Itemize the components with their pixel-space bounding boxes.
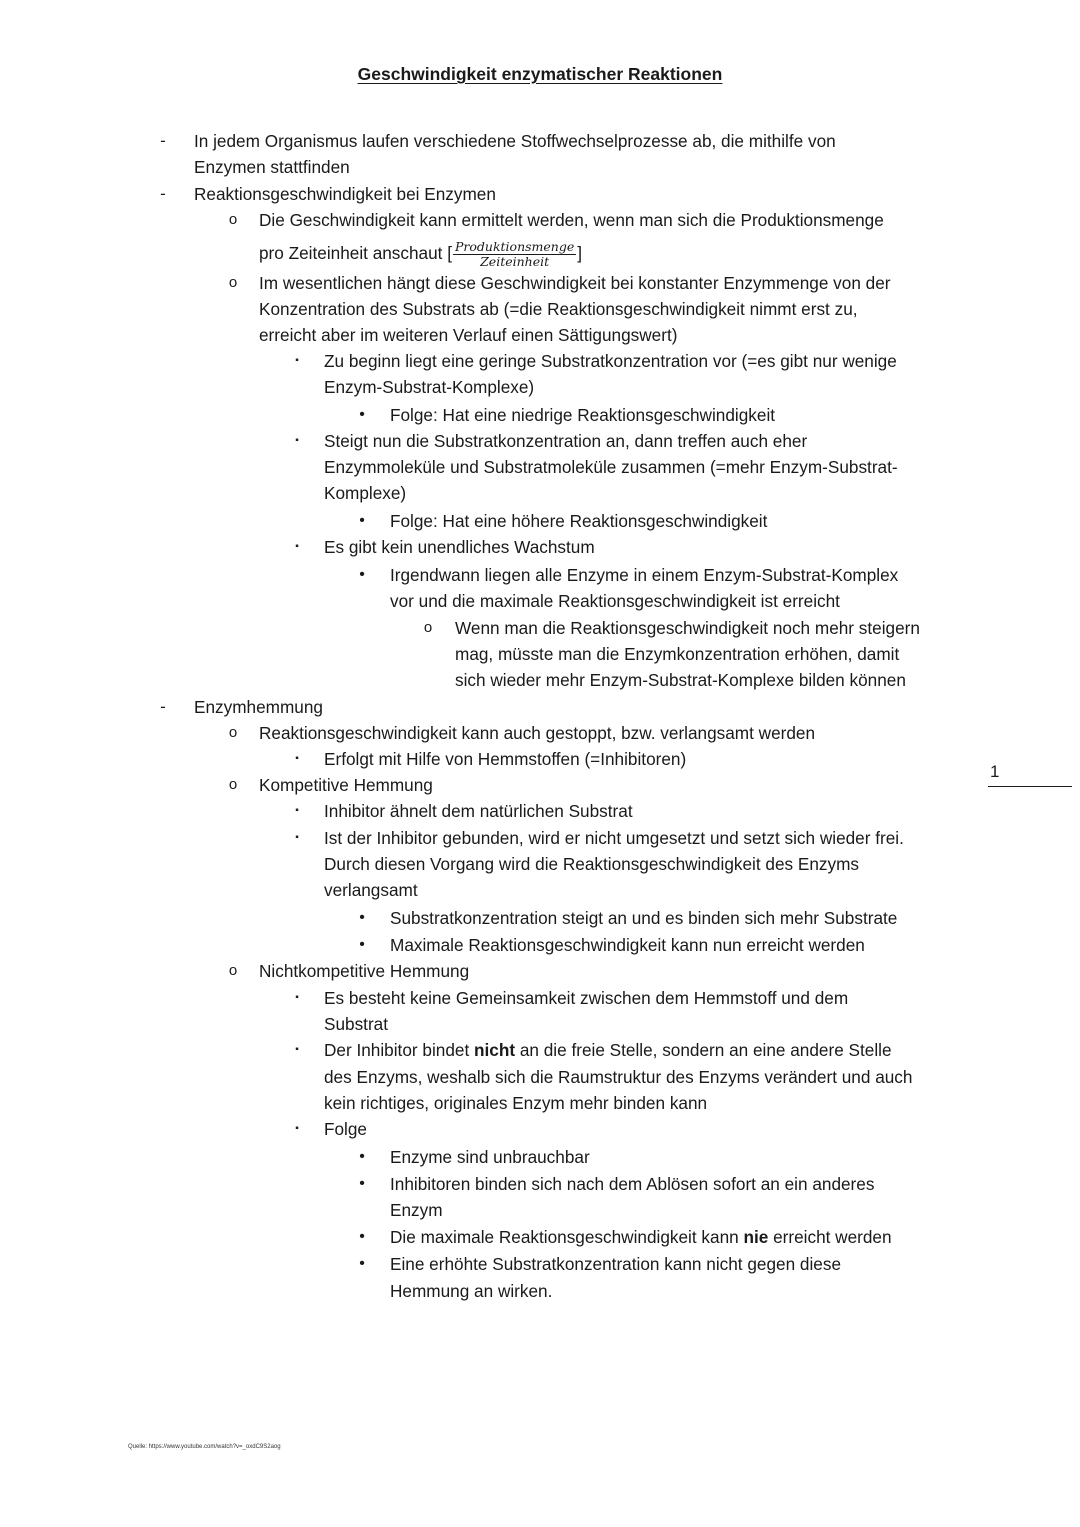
list-marker: •	[359, 1175, 365, 1192]
list-item-text: Inhibitoren binden sich nach dem Ablösen sofort an ein anderes	[390, 1174, 875, 1194]
list-marker: •	[359, 909, 365, 926]
list-item-text: vor und die maximale Reaktionsgeschwindigkeit ist erreicht	[390, 591, 840, 611]
list-item-text: Hemmung an wirken.	[390, 1281, 553, 1301]
list-marker: •	[359, 1228, 365, 1245]
list-item-text	[324, 1037, 892, 1063]
list-item-text: des Enzyms, weshalb sich die Raumstruktur des Enzyms verändert und auch	[324, 1067, 913, 1087]
list-item-text: Reaktionsgeschwindigkeit bei Enzymen	[194, 184, 496, 204]
fraction-denominator: Zeiteinheit	[480, 254, 550, 269]
list-marker: ▪	[295, 753, 299, 764]
list-item-text: Enzym	[390, 1200, 443, 1220]
list-item-text	[259, 240, 582, 269]
list-marker: o	[228, 776, 238, 793]
list-item-text: Eine erhöhte Substratkonzentration kann nicht gegen diese	[390, 1254, 842, 1274]
list-item-text: Enzymmoleküle und Substratmoleküle zusammen (=mehr Enzym-Substrat-	[324, 457, 898, 477]
list-marker: o	[228, 274, 238, 291]
list-item-text: Erfolgt mit Hilfe von Hemmstoffen (=Inhibitoren)	[324, 749, 687, 769]
list-marker: •	[359, 406, 365, 423]
fraction	[453, 240, 576, 269]
list-item-text: sich wieder mehr Enzym-Substrat-Komplexe bilden können	[455, 670, 906, 690]
list-marker: ▪	[295, 1044, 299, 1055]
list-item-text: Folge	[324, 1119, 367, 1139]
list-item-text: Substrat	[324, 1014, 389, 1034]
list-item-text: In jedem Organismus laufen verschiedene Stoffwechselprozesse ab, die mithilfe von	[194, 131, 836, 151]
list-item-text: Durch diesen Vorgang wird die Reaktionsgeschwindigkeit des Enzyms	[324, 854, 860, 874]
list-item-text: Folge: Hat eine höhere Reaktionsgeschwindigkeit	[390, 511, 768, 531]
list-item-text: Folge: Hat eine niedrige Reaktionsgeschwindigkeit	[390, 405, 776, 425]
list-item-text: verlangsamt	[324, 880, 418, 900]
list-item-text: Inhibitor ähnelt dem natürlichen Substrat	[324, 801, 633, 821]
list-marker: ▪	[295, 355, 299, 366]
text-segment: an die freie Stelle, sondern an eine andere Stelle	[515, 1040, 892, 1060]
list-marker: -	[160, 131, 166, 150]
list-item-text: mag, müsste man die Enzymkonzentration erhöhen, damit	[455, 644, 900, 664]
list-marker: ▪	[295, 805, 299, 816]
list-item-text: Maximale Reaktionsgeschwindigkeit kann nun erreicht werden	[390, 935, 865, 955]
list-item-text: erreicht aber im weiteren Verlauf einen Sättigungswert)	[259, 325, 678, 345]
list-item-text: Enzymen stattfinden	[194, 157, 350, 177]
list-item-text: Zu beginn liegt eine geringe Substratkonzentration vor (=es gibt nur wenige	[324, 351, 897, 371]
text-segment: erreicht werden	[768, 1227, 892, 1247]
list-item-text: Nichtkompetitive Hemmung	[259, 961, 470, 981]
list-marker: ▪	[295, 832, 299, 843]
list-marker: o	[228, 724, 238, 741]
page-title: Geschwindigkeit enzymatischer Reaktionen	[357, 64, 723, 84]
bold-emphasis: nicht	[474, 1040, 516, 1060]
list-marker: •	[359, 512, 365, 529]
list-marker: o	[228, 962, 238, 979]
text-segment: ]	[577, 243, 583, 264]
list-marker: ▪	[295, 435, 299, 446]
list-marker: o	[423, 619, 433, 636]
list-marker: -	[160, 184, 166, 203]
list-marker: ▪	[295, 1123, 299, 1134]
list-item-text: Wenn man die Reaktionsgeschwindigkeit noch mehr steigern	[455, 618, 920, 638]
list-marker: •	[359, 1148, 365, 1165]
list-item-text: Im wesentlichen hängt diese Geschwindigkeit bei konstanter Enzymmenge von der	[259, 273, 891, 293]
list-item-text: Steigt nun die Substratkonzentration an, dann treffen auch eher	[324, 431, 808, 451]
list-item-text: Enzym-Substrat-Komplexe)	[324, 377, 535, 397]
list-item-text: Irgendwann liegen alle Enzyme in einem Enzym-Substrat-Komplex	[390, 565, 899, 585]
list-item-text: Es gibt kein unendliches Wachstum	[324, 537, 595, 557]
list-item-text: kein richtiges, originales Enzym mehr binden kann	[324, 1093, 708, 1113]
list-marker: o	[228, 211, 238, 228]
page-number: 1	[988, 762, 1072, 787]
source-note: Quelle: https://www.youtube.com/watch?v=_oxdC9S2aog	[128, 1444, 281, 1450]
bold-emphasis: nie	[743, 1227, 769, 1247]
text-segment: pro Zeiteinheit anschaut [	[259, 243, 452, 264]
text-segment: Der Inhibitor bindet	[324, 1040, 474, 1060]
list-item-text: Kompetitive Hemmung	[259, 775, 433, 795]
list-item-text: Konzentration des Substrats ab (=die Reaktionsgeschwindigkeit nimmt erst zu,	[259, 299, 858, 319]
list-item-text: Substratkonzentration steigt an und es binden sich mehr Substrate	[390, 908, 898, 928]
list-marker: ▪	[295, 992, 299, 1003]
list-item-text: Ist der Inhibitor gebunden, wird er nicht umgesetzt und setzt sich wieder frei.	[324, 828, 904, 848]
list-marker: •	[359, 936, 365, 953]
list-marker: •	[359, 566, 365, 583]
list-marker: -	[160, 697, 166, 716]
list-marker: ▪	[295, 541, 299, 552]
list-marker: •	[359, 1255, 365, 1272]
list-item-text: Enzymhemmung	[194, 697, 323, 717]
list-item-text: Komplexe)	[324, 483, 407, 503]
list-item-text: Enzyme sind unbrauchbar	[390, 1147, 590, 1167]
list-item-text	[390, 1224, 892, 1250]
list-item-text: Die Geschwindigkeit kann ermittelt werden, wenn man sich die Produktionsmenge	[259, 210, 884, 230]
list-item-text: Reaktionsgeschwindigkeit kann auch gestoppt, bzw. verlangsamt werden	[259, 723, 816, 743]
fraction-numerator: Produktionsmenge	[455, 239, 575, 254]
list-item-text: Es besteht keine Gemeinsamkeit zwischen dem Hemmstoff und dem	[324, 988, 849, 1008]
text-segment: Die maximale Reaktionsgeschwindigkeit kann	[390, 1227, 744, 1247]
